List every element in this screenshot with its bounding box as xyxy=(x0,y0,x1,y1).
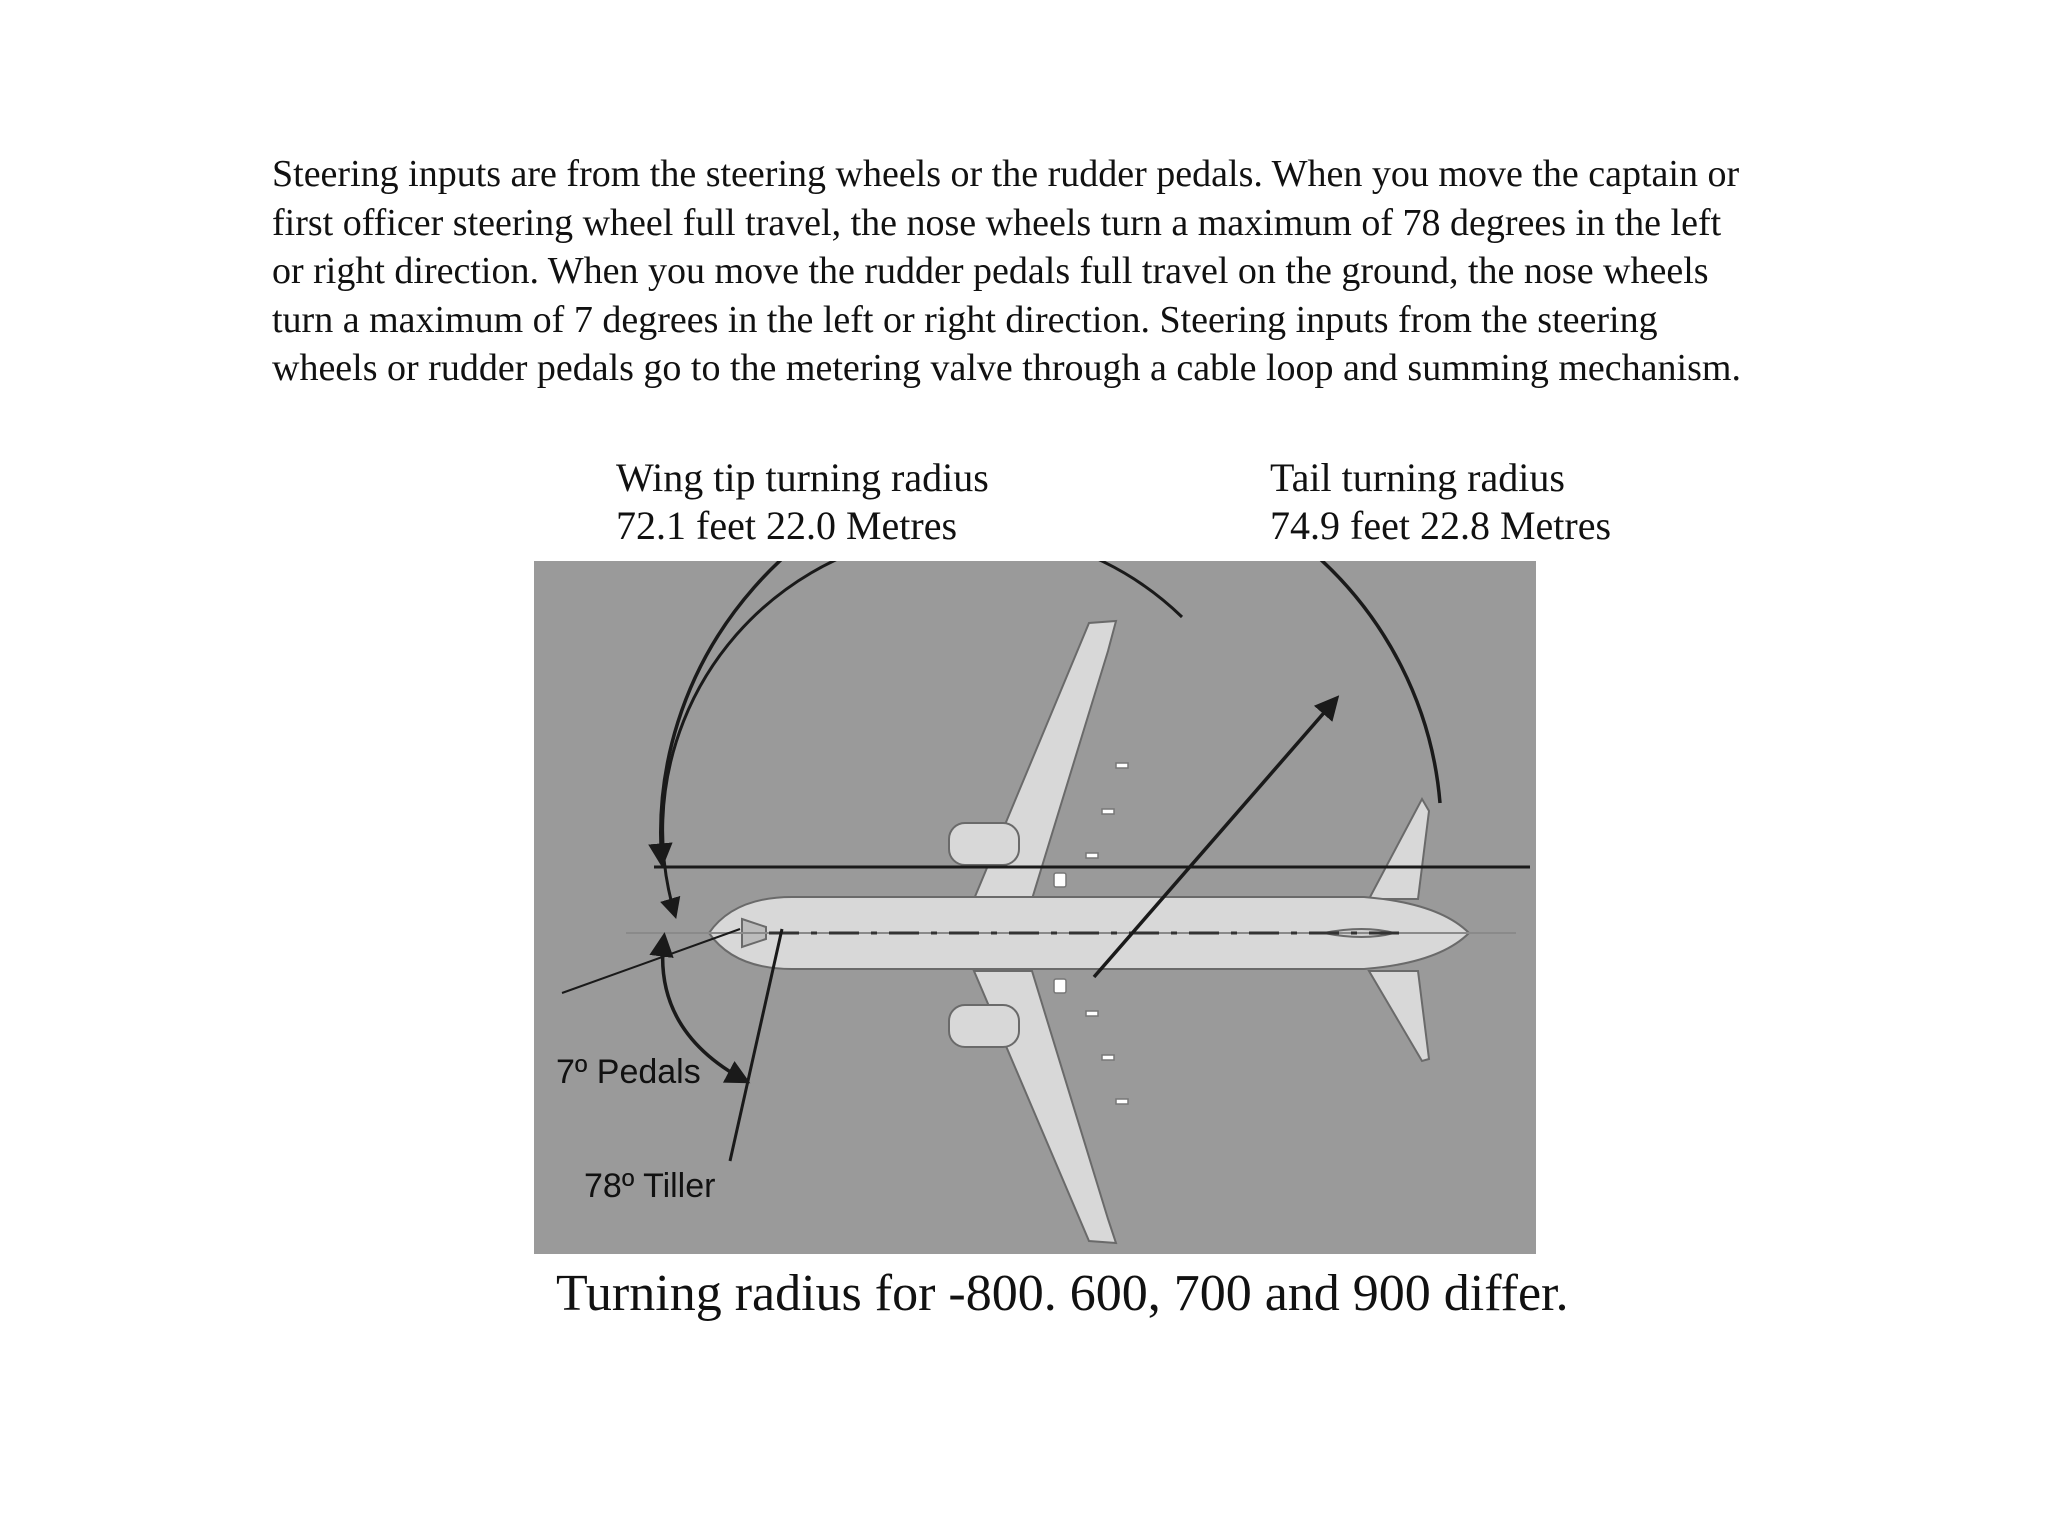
tiller-angle-label: 78º Tiller xyxy=(584,1167,716,1205)
intro-line: turn a maximum of 7 degrees in the left or right direction. Steering inputs from the steering xyxy=(272,298,1658,341)
tail-radius-value: 74.9 feet 22.8 Metres xyxy=(1270,503,1612,548)
intro-line: Steering inputs are from the steering wheels or the rudder pedals. When you move the captain or xyxy=(272,153,1740,195)
intro-paragraph xyxy=(272,150,1832,393)
wing-tip-radius-title: Wing tip turning radius xyxy=(616,455,989,500)
intro-line: first officer steering wheel full travel, the nose wheels turn a maximum of 78 degrees in the left xyxy=(272,201,1722,244)
pedals-angle-label: 7º Pedals xyxy=(556,1053,701,1091)
turning-radius-note: Turning radius for -800. 600, 700 and 900 differ. xyxy=(556,1265,1569,1322)
intro-line: or right direction. When you move the rudder pedals full travel on the ground, the nose wheels xyxy=(272,250,1709,292)
turning-radius-diagram xyxy=(534,561,1536,1254)
wing-tip-radius-value: 72.1 feet 22.0 Metres xyxy=(616,503,958,548)
wing-tip-radius-caption xyxy=(616,454,989,550)
intro-line: wheels or rudder pedals go to the metering valve through a cable loop and summing mechanism. xyxy=(272,347,1741,389)
tail-radius-title: Tail turning radius xyxy=(1270,455,1565,500)
tail-radius-caption xyxy=(1270,454,1611,550)
